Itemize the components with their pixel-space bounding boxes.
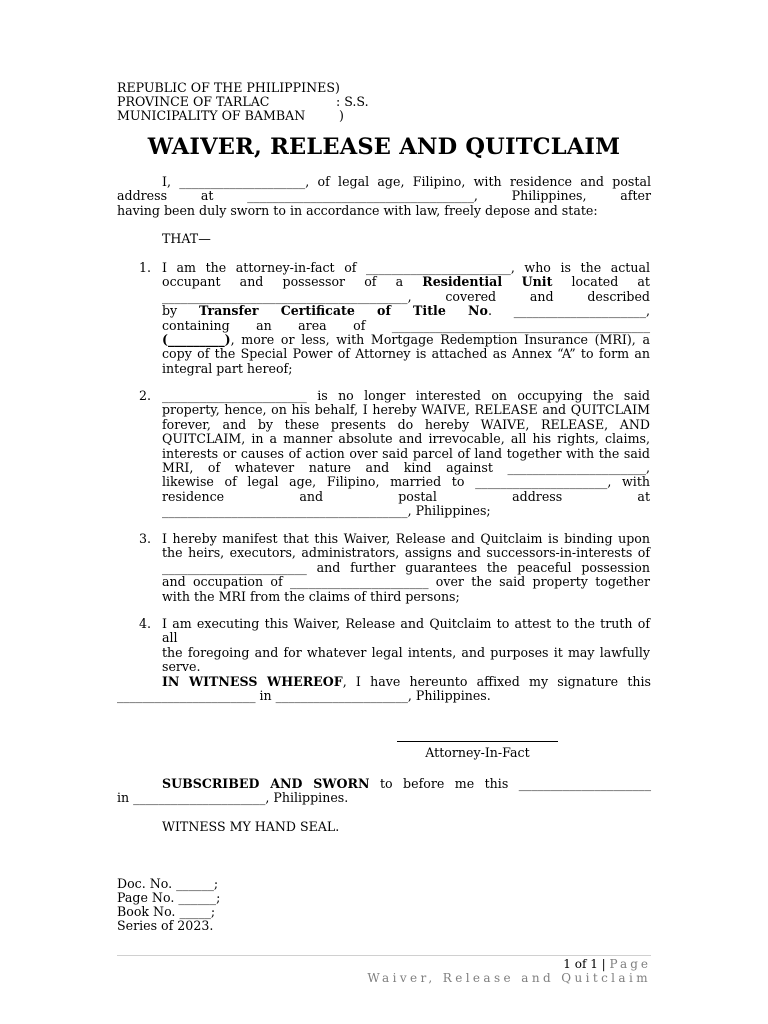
- book-no: Book No. _____;: [117, 904, 216, 919]
- jurat-line: in _____________________, Philippines.: [117, 790, 349, 806]
- series: Series of 2023.: [117, 918, 214, 933]
- item-2-paragraph: [162, 389, 650, 519]
- item-1-line: by Transfer Certificate of Title No. _____________________,: [162, 303, 650, 319]
- item-4-paragraph: [162, 617, 650, 675]
- item-2-line: _______________________ is no longer interested on occupying the said: [162, 388, 650, 403]
- item-1-line: integral part hereof;: [162, 360, 293, 376]
- item-2-line: forever, and by these presents do hereby WAIVE, RELEASE, AND: [162, 416, 650, 432]
- signature-line: [397, 741, 558, 742]
- item-2-line: MRI, of whatever nature and kind against ______________________,: [162, 460, 650, 476]
- signature-label: Attorney-In-Fact: [425, 745, 530, 760]
- item-1-line: (_________), more or less, with Mortgage Redemption Insurance (MRI), a: [162, 332, 650, 348]
- venue-province: PROVINCE OF TARLAC: [117, 94, 270, 109]
- item-1-line: copy of the Special Power of Attorney is attached as Annex “A” to form an: [162, 346, 650, 362]
- venue-republic: REPUBLIC OF THE PHILIPPINES): [117, 80, 340, 95]
- venue-ss: : S.S.: [336, 94, 369, 109]
- item-number: 3.: [139, 531, 152, 546]
- witness-line: IN WITNESS WHEREOF, I have hereunto affixed my signature this: [162, 674, 652, 689]
- item-4-line: serve.: [162, 659, 201, 675]
- item-3-line: I hereby manifest that this Waiver, Release and Quitclaim is binding upon: [162, 531, 650, 546]
- footer-page-number: 1 of 1 | Page: [563, 957, 651, 971]
- item-1-paragraph: [162, 261, 650, 376]
- jurat-paragraph: [117, 777, 651, 806]
- item-number: 1.: [139, 260, 152, 275]
- item-number: 4.: [139, 616, 152, 631]
- item-4-line: the foregoing and for whatever legal intents, and purposes it may lawfully: [162, 644, 650, 660]
- item-3-line: the heirs, executors, administrators, assigns and successors-in-interests of: [162, 545, 650, 561]
- item-3-line: _______________________ and further guarantees the peaceful possession: [162, 559, 650, 575]
- hand-seal-text: WITNESS MY HAND SEAL.: [162, 819, 340, 834]
- footer-divider: [117, 955, 651, 956]
- witness-paragraph: [117, 675, 651, 704]
- footer-document-title: Waiver, Release and Quitclaim: [367, 971, 651, 985]
- document-title: WAIVER, RELEASE AND QUITCLAIM: [147, 134, 621, 160]
- witness-line: ______________________ in _____________________, Philippines.: [117, 688, 491, 704]
- item-number: 2.: [139, 388, 152, 403]
- venue-paren: ): [339, 108, 344, 123]
- item-1-line: occupant and possessor of a Residential Unit located at: [162, 274, 650, 290]
- item-2-line: QUITCLAIM, in a manner absolute and irrevocable, all his rights, claims,: [162, 431, 650, 447]
- intro-line: having been duly sworn to in accordance with law, freely depose and state:: [117, 202, 598, 218]
- that-heading: THAT—: [162, 231, 211, 246]
- item-2-line: likewise of legal age, Filipino, married to _____________________, with: [162, 474, 650, 490]
- page-no: Page No. ______;: [117, 890, 221, 905]
- item-2-line: interests or causes of action over said parcel of land together with the said: [162, 445, 650, 461]
- venue-municipality: MUNICIPALITY OF BAMBAN: [117, 108, 306, 123]
- item-2-line: property, hence, on his behalf, I hereby WAIVE, RELEASE and QUITCLAIM: [162, 402, 650, 418]
- item-3-line: with the MRI from the claims of third persons;: [162, 588, 460, 604]
- intro-line: address at ____________________________________, Philippines, after: [117, 188, 651, 204]
- item-1-line: _______________________________________, covered and described: [162, 288, 650, 304]
- doc-no: Doc. No. ______;: [117, 876, 219, 891]
- item-1-line: containing an area of _________________________________________: [162, 317, 650, 333]
- intro-paragraph: [117, 175, 651, 218]
- item-1-line: I am the attorney-in-fact of _______________________, who is the actual: [162, 260, 650, 275]
- item-3-paragraph: [162, 532, 650, 604]
- item-2-line: residence and postal address at: [162, 488, 650, 504]
- item-4-line: I am executing this Waiver, Release and Quitclaim to attest to the truth of all: [162, 616, 650, 646]
- jurat-line: SUBSCRIBED AND SWORN to before me this _____________________: [162, 776, 651, 791]
- intro-line: I, ____________________, of legal age, Filipino, with residence and postal: [162, 174, 651, 189]
- item-2-line: _______________________________________, Philippines;: [162, 503, 491, 519]
- item-3-line: and occupation of ______________________ over the said property together: [162, 574, 650, 590]
